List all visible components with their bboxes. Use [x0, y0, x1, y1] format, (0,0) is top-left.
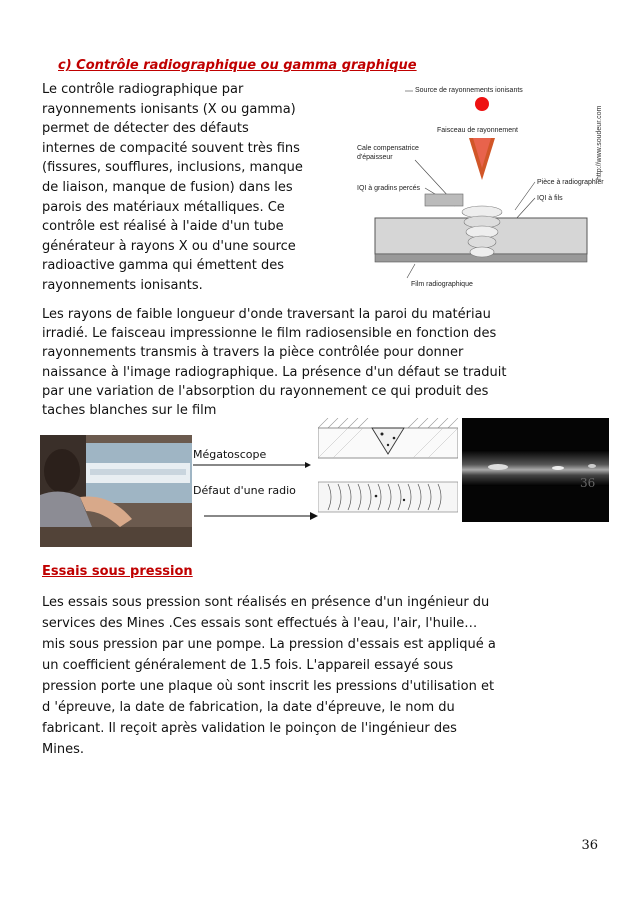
intro-line: permet de détecter des défauts	[42, 121, 249, 137]
body-line: naissance à l'image radiographique. La présence d'un défaut se traduit	[42, 364, 507, 380]
diagram-label-iqi-gradins: IQI à gradins percés	[357, 185, 421, 192]
megatoscope-arrow	[193, 462, 311, 468]
pressure-line: pression porte une plaque où sont inscrit les pressions d'utilisation et	[42, 679, 495, 694]
diagram-label-cale: Cale compensatrice	[357, 145, 419, 152]
body-line: par une variation de l'absorption du rayonnement ce qui produit des	[42, 383, 489, 399]
pressure-title: Essais sous pression	[42, 564, 193, 579]
body-line: Les rayons de faible longueur d'onde traversant la paroi du matériau	[42, 307, 491, 322]
pressure-body	[42, 592, 496, 760]
intro-line: contrôle est réalisé à l'aide d'un tube	[42, 219, 284, 235]
intro-line: générateur à rayons X ou d'une source	[42, 238, 296, 254]
section-c-intro	[42, 80, 352, 296]
diagram-label-beam: Faisceau de rayonnement	[437, 127, 518, 134]
body-line: taches blanches sur le film	[42, 403, 217, 419]
pressure-line: services des Mines .Ces essais sont effectués à l'eau, l'air, l'huile…	[42, 616, 478, 631]
diagram-label-film: Film radiographique	[411, 281, 473, 288]
film-number: 36	[580, 476, 596, 490]
diagram-label-source: Source de rayonnements ionisants	[415, 87, 523, 94]
defaut-arrow	[204, 512, 318, 520]
megatoscope-label: Mégatoscope	[193, 448, 267, 461]
svg-text:d'épaisseur: d'épaisseur	[357, 154, 393, 161]
page-number: 36	[581, 838, 598, 853]
intro-line: parois des matériaux métalliques. Ce	[42, 199, 285, 215]
intro-line: radioactive gamma qui émettent des	[42, 258, 284, 274]
pressure-line: mis sous pression par une pompe. La pression d'essais est appliqué a	[42, 637, 496, 652]
step-iqi	[425, 194, 463, 206]
pressure-line: Les essais sous pression sont réalisés en présence d'un ingénieur du	[42, 595, 490, 610]
intro-line: de liaison, manque de fusion) dans les	[42, 179, 293, 195]
section-c-body	[42, 305, 506, 420]
intro-line: (fissures, soufflures, inclusions, manque	[42, 160, 303, 176]
diagram-label-piece: Pièce à radiographier	[537, 179, 604, 186]
pressure-line: un coefficient généralement de 1.5 fois. L'appareil essayé sous	[42, 658, 454, 673]
intro-line: Le contrôle radiographique par	[42, 82, 244, 97]
intro-line: internes de compacité souvent très fins	[42, 140, 300, 156]
radiography-diagram	[355, 80, 607, 302]
body-line: rayonnements transmis à travers la pièce contrôlée pour donner	[42, 345, 464, 361]
pressure-line: fabricant. Il reçoit après validation le poinçon de l'ingénieur des	[42, 721, 457, 736]
pressure-line: d 'épreuve, la date de fabrication, la date d'épreuve, le nom du	[42, 700, 455, 715]
diagram-url: http://www.soudeur.com	[596, 105, 603, 180]
negatoscope-photo	[40, 435, 192, 547]
defaut-label: Défaut d'une radio	[193, 484, 296, 497]
body-line: irradié. Le faisceau impressionne le film radiosensible en fonction des	[42, 326, 497, 342]
section-c-title: c) Contrôle radiographique ou gamma graphique	[58, 58, 417, 73]
diagram-label-iqi-fils: IQI à fils	[537, 195, 563, 202]
radiation-source-dot	[475, 97, 489, 111]
radiograph-film	[462, 418, 609, 522]
intro-line: rayonnements ionisants (X ou gamma)	[42, 101, 296, 117]
pressure-line: Mines.	[42, 742, 84, 757]
intro-line: rayonnements ionisants.	[42, 277, 203, 293]
weld-cross-section	[318, 418, 458, 470]
weld-top-view	[318, 472, 458, 522]
